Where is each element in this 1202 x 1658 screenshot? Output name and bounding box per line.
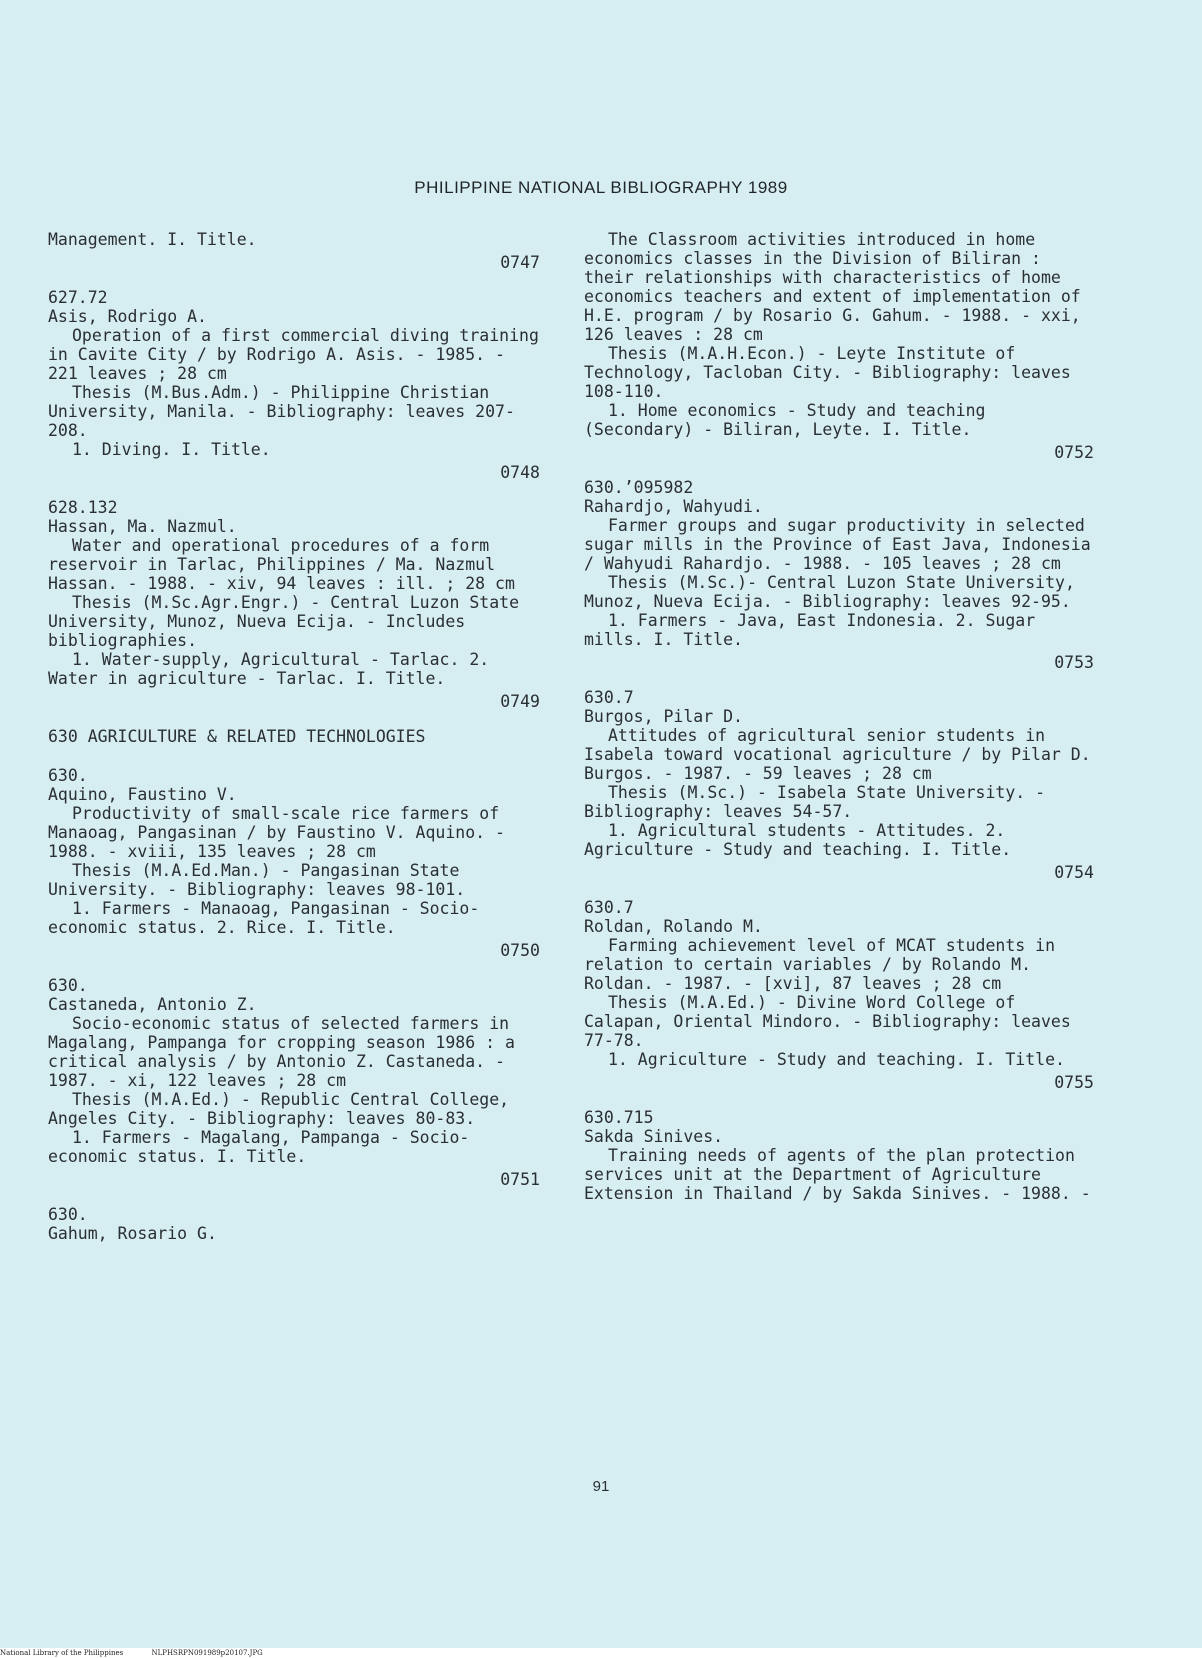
entry-paragraph: Farmer groups and sugar productivity in selected sugar mills in the Province of East Java, Indonesia / Wahyudi Rahardjo. - 1988. - 105 leaves ; 28 cm bbox=[584, 516, 1091, 573]
continued-entry bbox=[584, 230, 1094, 462]
entry-paragraph: Thesis (M.A.Ed.Man.) - Pangasinan State University. - Bibliography: leaves 98-101. bbox=[48, 861, 466, 899]
control-number: 0752 bbox=[1054, 443, 1094, 462]
class-number: 630.7 bbox=[584, 688, 634, 707]
entry-list-3 bbox=[584, 478, 1094, 1092]
entry-paragraph: Attitudes of agricultural senior students in Isabela toward vocational agriculture / by Pilar D. Burgos. - 1987. - 59 leaves ; 28 cm bbox=[584, 726, 1091, 783]
control-number: 0753 bbox=[1054, 653, 1094, 672]
entry-author: Aquino, Faustino V. bbox=[48, 785, 237, 804]
entry-paragraph: Training needs of agents of the plan protection services unit at the Department of Agriculture Extension in Thailand / by Sakda Sinives. - 1988. - bbox=[584, 1146, 1091, 1203]
bibliography-entry bbox=[48, 976, 540, 1189]
control-number: 0754 bbox=[1054, 863, 1094, 882]
entry-body bbox=[584, 1146, 1094, 1203]
section-heading: 630 AGRICULTURE & RELATED TECHNOLOGIES bbox=[48, 727, 426, 746]
entry-body bbox=[48, 536, 540, 688]
entry-paragraph: Thesis (M.Sc.Agr.Engr.) - Central Luzon State University, Munoz, Nueva Ecija. - Includes bibliographies. bbox=[48, 593, 520, 650]
footer-library: National Library of the Philippines bbox=[0, 1649, 124, 1657]
entry-author: Gahum, Rosario G. bbox=[48, 1224, 217, 1243]
bibliography-entry bbox=[584, 688, 1094, 882]
entry-body bbox=[584, 726, 1094, 859]
entry-paragraph: 1. Farmers - Java, East Indonesia. 2. Sugar mills. I. Title. bbox=[584, 611, 1036, 649]
entry-subjects: Management. I. Title. bbox=[48, 230, 257, 249]
entry-paragraph: 1. Farmers - Magalang, Pampanga - Socio-economic status. I. Title. bbox=[48, 1128, 470, 1166]
entry-paragraph: Thesis (M.Sc.)- Central Luzon State University, Munoz, Nueva Ecija. - Bibliography: leaves 92-95. bbox=[584, 573, 1075, 611]
entry-author: Asis, Rodrigo A. bbox=[48, 307, 207, 326]
entry-author: Hassan, Ma. Nazmul. bbox=[48, 517, 237, 536]
entry-list-2 bbox=[48, 766, 540, 1189]
class-number: 630. bbox=[48, 766, 88, 785]
class-number: 628.132 bbox=[48, 498, 118, 517]
entry-paragraph: Operation of a first commercial diving training in Cavite City / by Rodrigo A. Asis. - 1985. - 221 leaves ; 28 cm bbox=[48, 326, 539, 383]
entry-paragraph: Socio-economic status of selected farmers in Magalang, Pampanga for cropping season 1986 : a critical analysis / by Antonio Z. Castaneda. - 1987. - xi, 122 leaves ; 28 cm bbox=[48, 1014, 515, 1090]
entry-paragraph: 1. Agriculture - Study and teaching. I. Title. bbox=[608, 1050, 1065, 1069]
bibliography-entry bbox=[48, 766, 540, 960]
entry-paragraph: Farming achievement level of MCAT students in relation to certain variables / by Rolando M. Roldan. - 1987. - [xvi], 87 leaves ; 28 cm bbox=[584, 936, 1056, 993]
page-number: 91 bbox=[592, 1478, 610, 1495]
entry-paragraph: Productivity of small-scale rice farmers of Manaoag, Pangasinan / by Faustino V. Aquino. - 1988. - xviii, 135 leaves ; 28 cm bbox=[48, 804, 505, 861]
entry-body bbox=[584, 230, 1094, 439]
control-number: 0751 bbox=[500, 1170, 540, 1189]
entry-paragraph: 1. Agricultural students - Attitudes. 2. Agriculture - Study and teaching. I. Title. bbox=[584, 821, 1012, 859]
bibliography-entry bbox=[48, 288, 540, 482]
control-number: 0749 bbox=[500, 692, 540, 711]
bibliography-entry bbox=[584, 478, 1094, 672]
class-number: 627.72 bbox=[48, 288, 108, 307]
entry-paragraph: Thesis (M.Bus.Adm.) - Philippine Christian University, Manila. - Bibliography: leaves 207-208. bbox=[48, 383, 515, 440]
entry-author: Roldan, Rolando M. bbox=[584, 917, 763, 936]
control-number: 0755 bbox=[1054, 1073, 1094, 1092]
entry-paragraph: 1. Water-supply, Agricultural - Tarlac. 2. Water in agriculture - Tarlac. I. Title. bbox=[48, 650, 490, 688]
class-number: 630.715 bbox=[584, 1108, 654, 1127]
entry-paragraph: 1. Home economics - Study and teaching (Secondary) - Biliran, Leyte. I. Title. bbox=[584, 401, 986, 439]
bibliography-entry bbox=[48, 498, 540, 711]
class-number: 630. bbox=[48, 976, 88, 995]
class-number: 630.’095982 bbox=[584, 478, 694, 497]
left-column bbox=[48, 230, 540, 1259]
continued-entry bbox=[48, 230, 540, 272]
entry-body bbox=[48, 326, 540, 459]
scan-footer bbox=[0, 1648, 289, 1658]
bibliography-entry bbox=[584, 898, 1094, 1092]
entry-body bbox=[584, 936, 1094, 1069]
entry-paragraph: Thesis (M.Sc.) - Isabela State University. - Bibliography: leaves 54-57. bbox=[584, 783, 1046, 821]
continued-entry-start bbox=[48, 1205, 540, 1243]
entry-body bbox=[584, 516, 1094, 649]
entry-author: Rahardjo, Wahyudi. bbox=[584, 497, 763, 516]
entry-body bbox=[48, 1014, 540, 1166]
continued-entry-start bbox=[584, 1108, 1094, 1203]
entry-paragraph: Thesis (M.A.H.Econ.) - Leyte Institute of Technology, Tacloban City. - Bibliography: leaves 108-110. bbox=[584, 344, 1071, 401]
footer-file: NLPHSRPN091989p20107.JPG bbox=[151, 1649, 263, 1657]
entry-author: Burgos, Pilar D. bbox=[584, 707, 743, 726]
class-number: 630. bbox=[48, 1205, 88, 1224]
entry-paragraph: Thesis (M.A.Ed.) - Republic Central College, Angeles City. - Bibliography: leaves 80-83. bbox=[48, 1090, 510, 1128]
entry-paragraph: Thesis (M.A.Ed.) - Divine Word College of Calapan, Oriental Mindoro. - Bibliography: leaves 77-78. bbox=[584, 993, 1071, 1050]
entry-list-1 bbox=[48, 288, 540, 711]
entry-author: Sakda Sinives. bbox=[584, 1127, 724, 1146]
entry-paragraph: 1. Diving. I. Title. bbox=[72, 440, 271, 459]
class-number: 630.7 bbox=[584, 898, 634, 917]
page-header: PHILIPPINE NATIONAL BIBLIOGRAPHY 1989 bbox=[414, 178, 788, 197]
right-column bbox=[584, 230, 1094, 1219]
entry-paragraph: 1. Farmers - Manaoag, Pangasinan - Socio-economic status. 2. Rice. I. Title. bbox=[48, 899, 480, 937]
entry-paragraph: Water and operational procedures of a form reservoir in Tarlac, Philippines / Ma. Nazmul Hassan. - 1988. - xiv, 94 leaves : ill. ; 28 cm bbox=[48, 536, 515, 593]
entry-paragraph: The Classroom activities introduced in home economics classes in the Division of Biliran : their relationships with characteristics of home economics teachers and extent of implementation of H.E. program / by Rosario G. Gahum. - 1988. - xxi, 126 leaves : 28 cm bbox=[584, 230, 1081, 344]
control-number: 0748 bbox=[500, 463, 540, 482]
control-number: 0750 bbox=[500, 941, 540, 960]
entry-author: Castaneda, Antonio Z. bbox=[48, 995, 257, 1014]
control-number: 0747 bbox=[500, 253, 540, 272]
entry-body bbox=[48, 804, 540, 937]
